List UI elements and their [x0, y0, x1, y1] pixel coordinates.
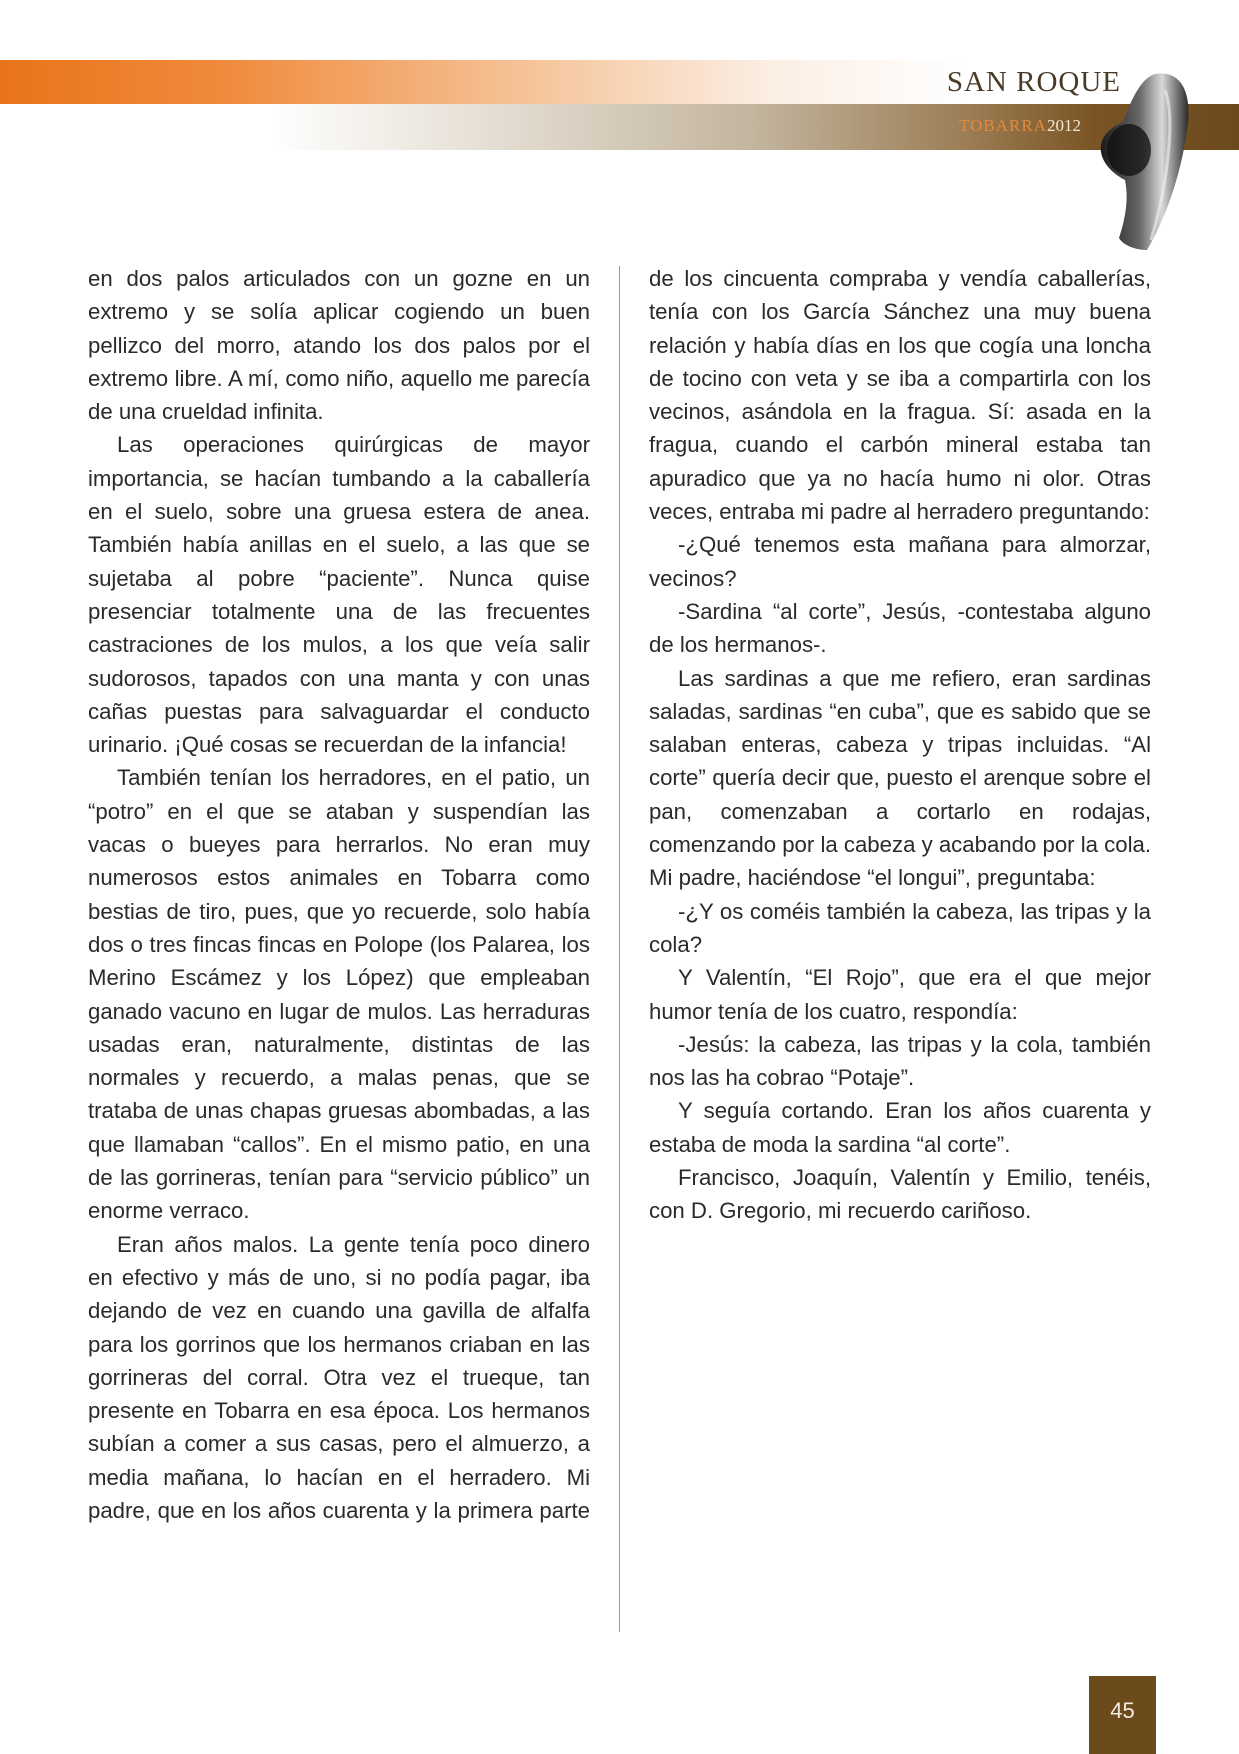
- paragraph: Las operaciones quirúrgicas de mayor importancia, se hacían tumbando a la caballería en el suelo, sobre una gruesa estera de anea. También había anillas en el suelo, a las que se sujetaba al pobre “paciente”. Nunca quise presenciar totalmente una de las frecuentes castraciones de los mulos, a los que veía salir sudorosos, tapados con una manta y con unas cañas puestas para salvaguardar el conducto urinario. ¡Qué cosas se recuerdan de la infancia!: [88, 432, 590, 758]
- paragraph: Las sardinas a que me refiero, eran sardinas saladas, sardinas “en cuba”, que es sabido que se salaban enteras, cabeza y tripas incluidas. “Al corte” quería decir que, puesto el arenque sobre el pan, comenzaban a cortarlo en rodajas, comenzando por la cabeza y acabando por la cola. Mi padre, haciéndose “el longui”, preguntaba:: [649, 665, 1152, 891]
- paragraph: Francisco, Joaquín, Valentín y Emilio, tenéis, con D. Gregorio, mi recuerdo cariñoso.: [649, 1165, 1151, 1224]
- paragraph: -Jesús: la cabeza, las tripas y la cola, también nos las ha cobrao “Potaje”.: [649, 1031, 1151, 1091]
- magazine-subtitle: [959, 116, 1081, 136]
- magazine-title: SAN ROQUE: [946, 66, 1121, 98]
- paragraph: También tenían los herradores, en el patio, un “potro” en el que se ataban y suspendían las vacas o bueyes para herrarlos. No eran muy numerosos estos animales en Tobarra como bestias de tiro, pues, que yo recuerde, solo había dos o tres fincas fincas en Polope (los Palarea, los Merino Escámez y los López) que empleaban ganado vacuno en lugar de mulos. Las herraduras usadas eran, naturalmente, distintas de las normales y recuerdo, a malas penas, que se trataba de unas chapas gruesas abombadas, a las que llamaban “callos”. En el mismo patio, en una de las gorrineras, tenían para “servicio público” un enorme verraco.: [88, 765, 590, 1224]
- paragraph: Y Valentín, “El Rojo”, que era el que mejor humor tenía de los cuatro, respondía:: [649, 965, 1151, 1024]
- paragraph: -¿Y os coméis también la cabeza, las tripas y la cola?: [649, 898, 1151, 957]
- page-number: 45: [1089, 1676, 1156, 1754]
- paragraph: en dos palos articulados con un gozne en un extremo y se solía aplicar cogiendo un buen pellizco del morro, atando los dos palos por el extremo libre. A mí, como niño, aquello me parecía de una crueldad infinita.: [88, 266, 590, 425]
- paragraph: -Sardina “al corte”, Jesús, -contestaba alguno de los hermanos-.: [649, 598, 1151, 658]
- hat-icon: [1095, 70, 1195, 255]
- article-column-left: [88, 262, 590, 1527]
- subtitle-year: 2012: [1047, 116, 1081, 135]
- paragraph: Eran años malos. La gente tenía poco dinero en efectivo y más de uno, si no podía pagar, iba dejando de vez en cuando una gavilla de alfalfa para los gorrinos que los hermanos criaban en las gorrineras del corral. Otra vez el trueque, tan presente en Tobarra en esa época. Los hermanos subían a comer a sus casas, pero el almuerzo, a media mañana, lo hacían en el herradero. Mi padre, que en los años cuarenta y la primera parte: [88, 1231, 590, 1523]
- subtitle-place: TOBARRA: [959, 116, 1047, 135]
- paragraph: -¿Qué tenemos esta mañana para almorzar, vecinos?: [649, 532, 1151, 591]
- paragraph: de los cincuenta compraba y vendía caballerías, tenía con los García Sánchez una muy buena relación y había días en los que cogía una loncha de tocino con veta y se iba a compartirla con los vecinos, asándola en la fragua. Sí: asada en la fragua, cuando el carbón mineral estaba tan apuradico que ya no hacía humo ni olor. Otras veces, entraba mi padre al herradero preguntando:: [649, 266, 1151, 525]
- column-divider: [619, 266, 620, 1632]
- article-column-right: [649, 262, 1151, 1228]
- paragraph: Y seguía cortando. Eran los años cuarenta y estaba de moda la sardina “al corte”.: [649, 1098, 1151, 1157]
- header-brown-band: [270, 104, 1239, 150]
